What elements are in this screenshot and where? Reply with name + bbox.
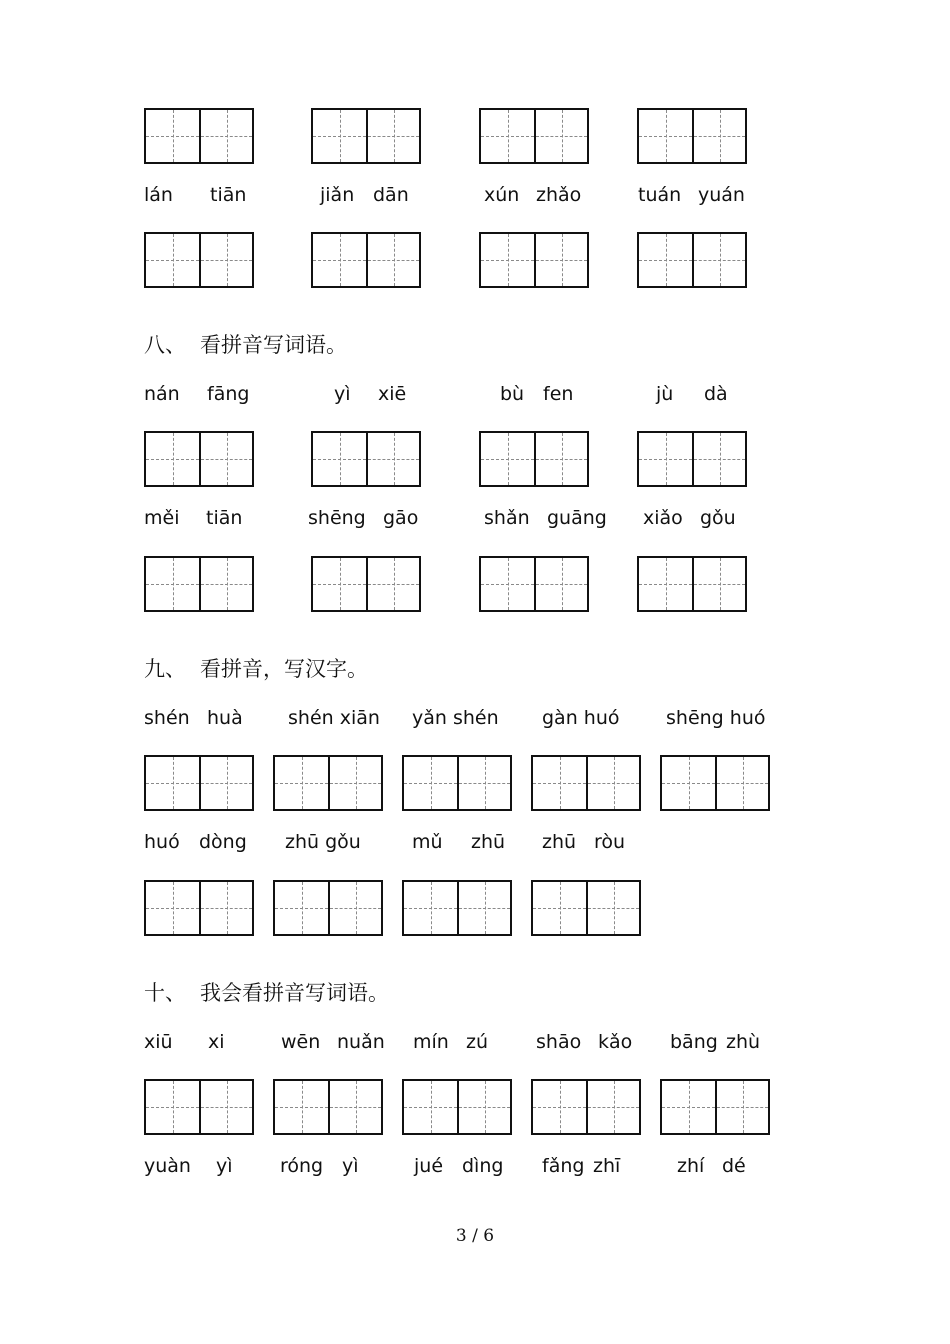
writing-grid[interactable] xyxy=(637,232,747,288)
pinyin: tuán xyxy=(638,184,682,206)
writing-grid[interactable] xyxy=(531,755,641,811)
writing-grid[interactable] xyxy=(637,556,747,612)
pinyin: zhū xyxy=(542,831,577,853)
writing-grid[interactable] xyxy=(402,755,512,811)
writing-grid[interactable] xyxy=(144,880,254,936)
pinyin: zú xyxy=(466,1031,489,1053)
writing-grid[interactable] xyxy=(479,232,589,288)
pinyin: shén xyxy=(144,707,190,729)
section9-heading xyxy=(144,656,368,682)
writing-grid[interactable] xyxy=(402,1079,512,1135)
pinyin: shǎn xyxy=(484,507,530,529)
writing-grid[interactable] xyxy=(311,556,421,612)
pinyin: gǒu xyxy=(700,507,736,529)
pinyin: tiān xyxy=(210,184,247,206)
writing-grid[interactable] xyxy=(273,880,383,936)
writing-grid[interactable] xyxy=(144,431,254,487)
pinyin: shēng huó xyxy=(666,707,766,729)
writing-grid[interactable] xyxy=(311,108,421,164)
writing-grid[interactable] xyxy=(479,556,589,612)
pinyin: zhū xyxy=(471,831,506,853)
section-title: 我会看拼音写词语。 xyxy=(200,981,389,1005)
writing-grid[interactable] xyxy=(479,431,589,487)
writing-grid[interactable] xyxy=(531,880,641,936)
writing-grid[interactable] xyxy=(531,1079,641,1135)
writing-grid[interactable] xyxy=(144,556,254,612)
pinyin: jiǎn xyxy=(320,184,355,206)
pinyin: ròu xyxy=(594,831,626,853)
section8-heading xyxy=(144,332,347,358)
pinyin: fāng xyxy=(207,383,250,405)
pinyin: xiē xyxy=(378,383,407,405)
writing-grid[interactable] xyxy=(660,755,770,811)
pinyin: zhǎo xyxy=(536,184,582,206)
writing-grid[interactable] xyxy=(144,755,254,811)
section-title: 看拼音写词语。 xyxy=(200,333,347,357)
pinyin: kǎo xyxy=(598,1031,633,1053)
pinyin: zhù xyxy=(726,1031,761,1053)
writing-grid[interactable] xyxy=(479,108,589,164)
pinyin: xiǎo xyxy=(643,507,683,529)
writing-grid[interactable] xyxy=(637,431,747,487)
pinyin: yuán xyxy=(698,184,745,206)
pinyin: yì xyxy=(216,1155,233,1177)
pinyin: zhí xyxy=(677,1155,705,1177)
pinyin: tiān xyxy=(206,507,243,529)
pinyin: gāo xyxy=(383,507,419,529)
pinyin: dòng xyxy=(199,831,247,853)
pinyin: xi xyxy=(208,1031,225,1053)
pinyin: guāng xyxy=(547,507,607,529)
pinyin: nán xyxy=(144,383,180,405)
pinyin: xún xyxy=(484,184,520,206)
pinyin: lán xyxy=(144,184,173,206)
pinyin: dān xyxy=(373,184,409,206)
writing-grid[interactable] xyxy=(311,431,421,487)
writing-grid[interactable] xyxy=(660,1079,770,1135)
writing-grid[interactable] xyxy=(144,1079,254,1135)
section-title: 看拼音，写汉字。 xyxy=(200,657,368,681)
pinyin: fǎng xyxy=(542,1155,585,1177)
pinyin: yì xyxy=(342,1155,359,1177)
pinyin: mǔ xyxy=(412,831,443,853)
section10-heading xyxy=(144,980,389,1006)
pinyin: yì xyxy=(334,383,351,405)
pinyin: jué xyxy=(414,1155,444,1177)
pinyin: wēn xyxy=(281,1031,321,1053)
pinyin: shén xiān xyxy=(288,707,380,729)
pinyin: dé xyxy=(722,1155,746,1177)
writing-grid[interactable] xyxy=(144,108,254,164)
writing-grid[interactable] xyxy=(144,232,254,288)
pinyin: měi xyxy=(144,507,180,529)
pinyin: fen xyxy=(543,383,574,405)
section-number: 九、 xyxy=(144,657,186,681)
pinyin: shēng xyxy=(308,507,366,529)
pinyin: dìng xyxy=(462,1155,504,1177)
pinyin: zhī xyxy=(593,1155,621,1177)
pinyin: yǎn shén xyxy=(412,707,499,729)
pinyin: bù xyxy=(500,383,525,405)
page-number: 3 / 6 xyxy=(455,1226,495,1246)
writing-grid[interactable] xyxy=(637,108,747,164)
section-number: 八、 xyxy=(144,333,186,357)
writing-grid[interactable] xyxy=(402,880,512,936)
writing-grid[interactable] xyxy=(311,232,421,288)
pinyin: shāo xyxy=(536,1031,582,1053)
section-number: 十、 xyxy=(144,981,186,1005)
pinyin: bāng xyxy=(670,1031,718,1053)
pinyin: xiū xyxy=(144,1031,173,1053)
pinyin: zhū gǒu xyxy=(285,831,361,853)
pinyin: huó xyxy=(144,831,180,853)
pinyin: mín xyxy=(413,1031,449,1053)
pinyin: gàn huó xyxy=(542,707,620,729)
pinyin: jù xyxy=(656,383,674,405)
pinyin: róng xyxy=(280,1155,324,1177)
writing-grid[interactable] xyxy=(273,755,383,811)
writing-grid[interactable] xyxy=(273,1079,383,1135)
pinyin: nuǎn xyxy=(337,1031,385,1053)
pinyin: huà xyxy=(207,707,243,729)
pinyin: yuàn xyxy=(144,1155,191,1177)
pinyin: dà xyxy=(704,383,728,405)
